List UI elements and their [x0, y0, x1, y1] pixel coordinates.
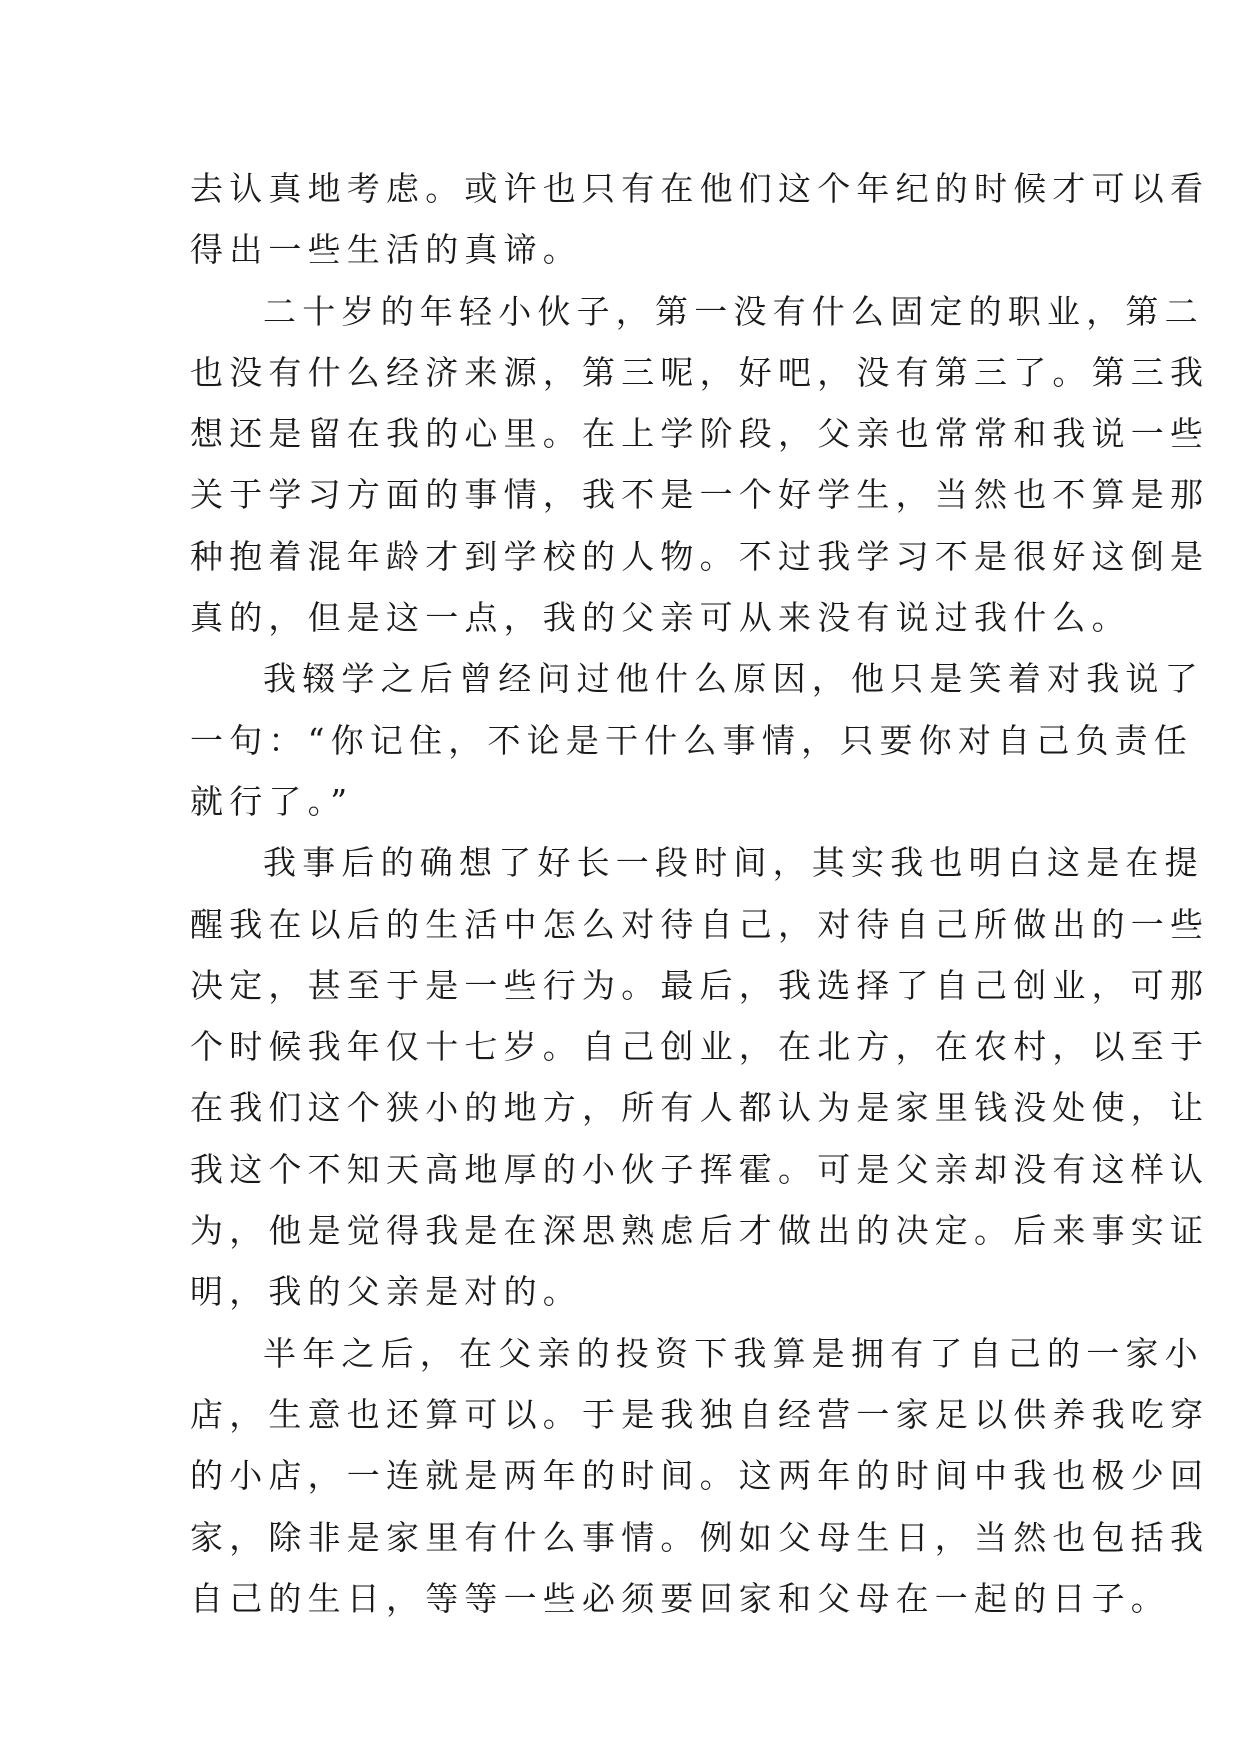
text-line: 个时候我年仅十七岁。自己创业，在北方，在农村，以至于	[190, 1027, 1210, 1067]
text-line: 自己的生日，等等一些必须要回家和父母在一起的日子。	[190, 1578, 1170, 1618]
text-line: 真的，但是这一点，我的父亲可从来没有说过我什么。	[190, 598, 1131, 638]
paragraph-start-line: 半年之后，在父亲的投资下我算是拥有了自己的一家小	[263, 1333, 1204, 1373]
text-line: 的小店，一连就是两年的时间。这两年的时间中我也极少回	[190, 1456, 1210, 1496]
text-line: 为，他是觉得我是在深思熟虑后才做出的决定。后来事实证	[190, 1211, 1210, 1251]
text-line: 家，除非是家里有什么事情。例如父母生日，当然也包括我	[190, 1517, 1210, 1557]
text-line: 得出一些生活的真谛。	[190, 230, 582, 270]
paragraph-start-line: 我事后的确想了好长一段时间，其实我也明白这是在提	[263, 843, 1204, 883]
text-line: 我这个不知天高地厚的小伙子挥霍。可是父亲却没有这样认	[190, 1149, 1210, 1189]
text-line: 店，生意也还算可以。于是我独自经营一家足以供养我吃穿	[190, 1394, 1210, 1434]
text-line: 也没有什么经济来源，第三呢，好吧，没有第三了。第三我	[190, 352, 1210, 392]
text-line: 在我们这个狭小的地方，所有人都认为是家里钱没处使，让	[190, 1088, 1210, 1128]
paragraph-start-line: 我辍学之后曾经问过他什么原因，他只是笑着对我说了	[263, 659, 1204, 699]
text-line: 想还是留在我的心里。在上学阶段，父亲也常常和我说一些	[190, 414, 1210, 454]
text-line: 明，我的父亲是对的。	[190, 1272, 582, 1312]
text-line: 决定，甚至于是一些行为。最后，我选择了自己创业，可那	[190, 965, 1210, 1005]
text-line: 种抱着混年龄才到学校的人物。不过我学习不是很好这倒是	[190, 536, 1210, 576]
text-line: 就行了。”	[190, 781, 354, 821]
text-line: 醒我在以后的生活中怎么对待自己，对待自己所做出的一些	[190, 904, 1210, 944]
text-line: 一句：“你记住，不论是干什么事情，只要你对自己负责任	[190, 720, 1194, 760]
text-line: 去认真地考虑。或许也只有在他们这个年纪的时候才可以看	[190, 169, 1210, 208]
paragraph-start-line: 二十岁的年轻小伙子，第一没有什么固定的职业，第二	[263, 291, 1204, 331]
text-line: 关于学习方面的事情，我不是一个好学生，当然也不算是那	[190, 475, 1210, 515]
body-text	[190, 158, 1210, 1629]
